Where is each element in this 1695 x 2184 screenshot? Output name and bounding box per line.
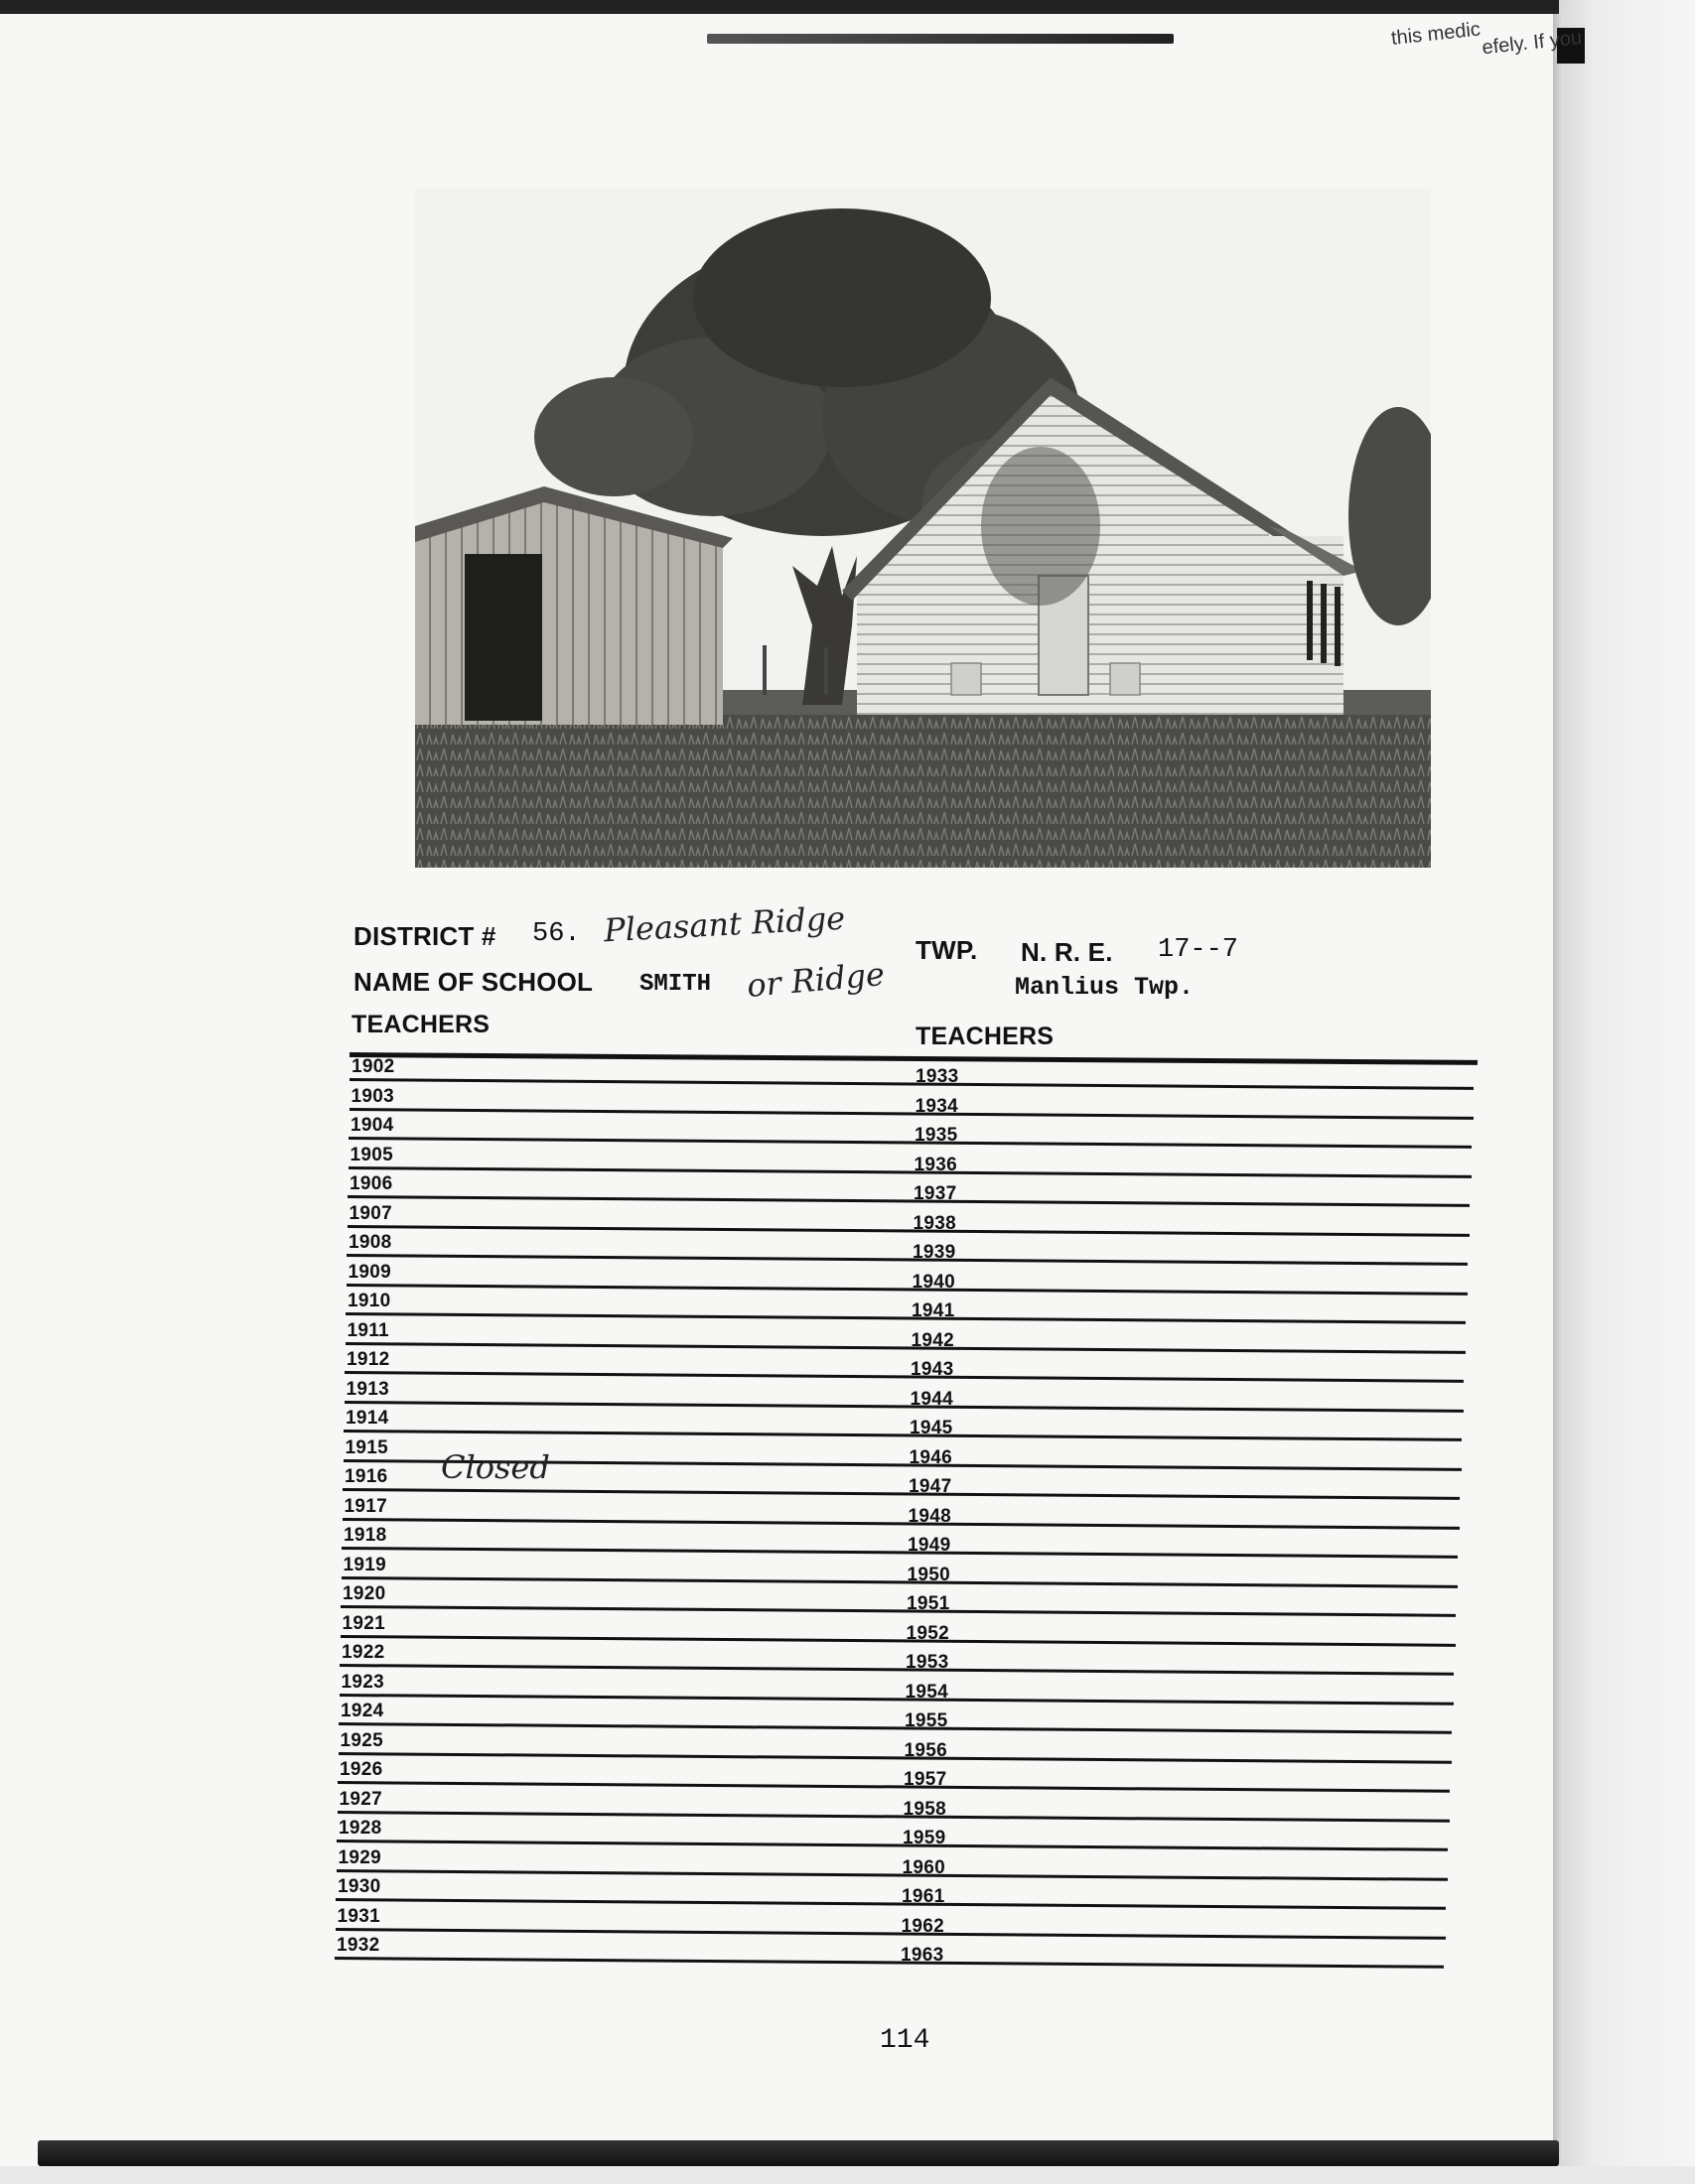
right-year-label: 1941 <box>912 1300 955 1321</box>
right-year-label: 1951 <box>907 1593 950 1614</box>
left-year-label: 1916 <box>345 1466 388 1487</box>
left-year-label: 1925 <box>340 1729 383 1751</box>
right-year-label: 1933 <box>916 1066 959 1087</box>
school-handwritten-note: or Ridge <box>745 955 887 1005</box>
scan-top-border <box>0 0 1695 14</box>
left-teachers-heading: TEACHERS <box>352 1011 491 1038</box>
scan-smudge <box>707 34 1174 44</box>
left-year-label: 1905 <box>350 1144 393 1165</box>
left-year-label: 1902 <box>352 1056 395 1077</box>
right-year-label: 1954 <box>905 1681 948 1703</box>
scrap-line-2: efely. If you <box>1481 26 1584 60</box>
left-year-label: 1917 <box>344 1495 387 1517</box>
right-year-label: 1962 <box>901 1915 944 1937</box>
schoolhouse-photo <box>415 189 1431 868</box>
right-year-label: 1949 <box>908 1535 951 1556</box>
right-year-label: 1939 <box>913 1242 956 1263</box>
left-year-label: 1904 <box>351 1115 394 1136</box>
left-year-label: 1907 <box>349 1202 392 1224</box>
nre-label: N. R. E. <box>1021 937 1113 967</box>
district-handwritten-name: Pleasant Ridge <box>603 898 846 950</box>
right-year-label: 1945 <box>910 1418 953 1438</box>
page-number: 114 <box>880 2025 930 2056</box>
right-year-label: 1947 <box>909 1476 952 1497</box>
left-year-label: 1924 <box>341 1701 384 1721</box>
left-year-label: 1926 <box>340 1759 383 1780</box>
right-year-label: 1963 <box>901 1945 944 1966</box>
left-year-label: 1928 <box>339 1818 382 1839</box>
right-year-label: 1956 <box>904 1739 947 1761</box>
right-year-label: 1936 <box>914 1154 957 1175</box>
right-year-label: 1960 <box>902 1856 945 1878</box>
right-year-label: 1944 <box>910 1388 953 1410</box>
scan-bottom-border <box>38 2140 1559 2166</box>
left-year-label: 1903 <box>351 1085 394 1107</box>
left-year-label: 1932 <box>337 1935 380 1956</box>
district-number: 56. <box>532 919 581 949</box>
right-year-label: 1957 <box>904 1769 947 1790</box>
scrap-line-1: this medic <box>1390 18 1482 50</box>
left-year-label: 1923 <box>341 1671 384 1693</box>
right-year-label: 1953 <box>906 1652 949 1673</box>
page-edge <box>1553 14 1563 2170</box>
right-year-label: 1934 <box>915 1095 958 1117</box>
left-year-label: 1909 <box>348 1261 391 1283</box>
left-year-label: 1908 <box>349 1232 392 1253</box>
right-year-label: 1946 <box>909 1446 952 1468</box>
left-year-label: 1911 <box>347 1319 389 1341</box>
right-year-label: 1943 <box>911 1359 954 1380</box>
right-year-label: 1952 <box>906 1622 949 1644</box>
right-year-label: 1950 <box>907 1564 950 1585</box>
left-year-label: 1918 <box>344 1525 387 1546</box>
left-year-label: 1927 <box>339 1788 382 1810</box>
left-year-label: 1914 <box>346 1408 389 1429</box>
left-year-label: 1920 <box>343 1583 386 1604</box>
left-year-label: 1906 <box>350 1173 393 1194</box>
left-year-label: 1919 <box>343 1554 386 1575</box>
left-year-label: 1912 <box>347 1349 390 1370</box>
left-year-label: 1930 <box>338 1876 381 1897</box>
school-name-label: NAME OF SCHOOL <box>353 967 594 997</box>
left-year-label: 1921 <box>342 1612 385 1634</box>
right-year-label: 1961 <box>902 1886 945 1907</box>
left-year-label: 1915 <box>345 1436 388 1458</box>
nre-value: 17--7 <box>1158 935 1239 965</box>
left-year-label: 1910 <box>348 1291 391 1311</box>
right-year-label: 1942 <box>911 1329 954 1351</box>
right-year-label: 1958 <box>903 1798 946 1820</box>
left-year-label: 1922 <box>342 1642 385 1663</box>
left-year-label: 1929 <box>338 1846 381 1868</box>
scan-right-shadow <box>1559 0 1695 2184</box>
right-year-label: 1935 <box>915 1125 958 1146</box>
scan-bottom-edge <box>0 2166 1695 2184</box>
right-year-label: 1955 <box>905 1710 948 1731</box>
district-label: DISTRICT # <box>353 921 496 951</box>
closed-handwritten-note: Closed <box>441 1448 550 1486</box>
right-year-label: 1938 <box>913 1212 956 1234</box>
right-year-label: 1948 <box>908 1505 951 1527</box>
right-year-label: 1937 <box>914 1183 957 1204</box>
right-year-label: 1940 <box>912 1271 955 1293</box>
left-year-label: 1913 <box>346 1378 389 1400</box>
right-year-label: 1959 <box>903 1828 946 1848</box>
left-year-label: 1931 <box>337 1905 380 1927</box>
twp-label: TWP. <box>916 935 978 965</box>
township-name: Manlius Twp. <box>1015 973 1195 1002</box>
school-name-value: SMITH <box>639 971 712 998</box>
right-teachers-heading: TEACHERS <box>916 1023 1055 1050</box>
